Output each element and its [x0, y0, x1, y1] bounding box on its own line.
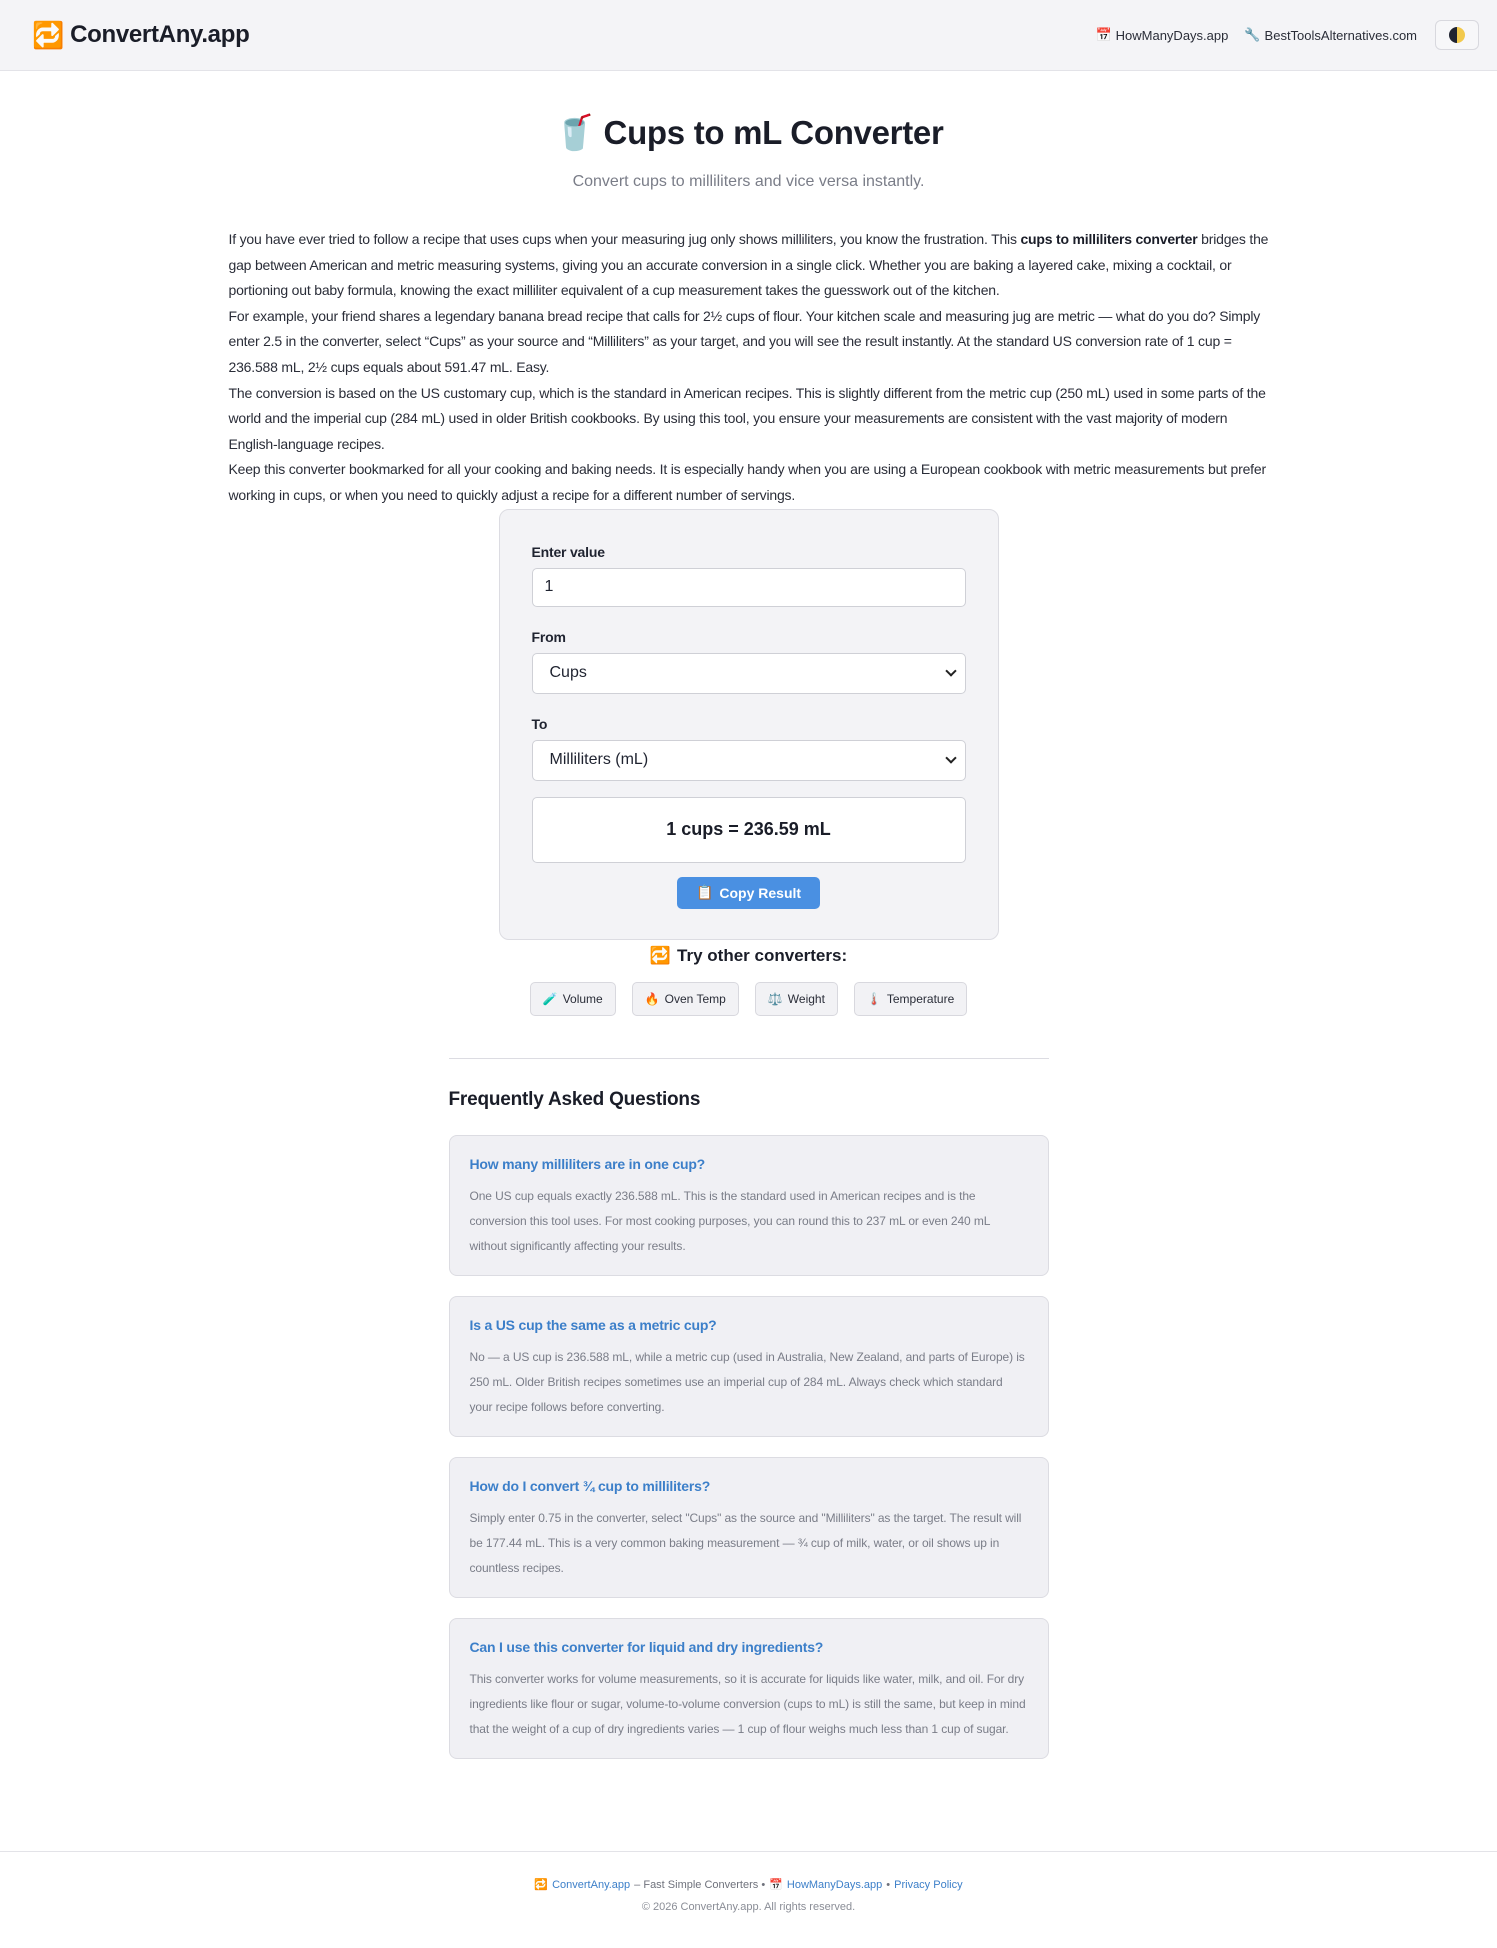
faq-answer: Simply enter 0.75 in the converter, select "Cups" as the source and "Milliliters" as the target. The result will be 177.44 mL. This is a very common baking measurement — ¾ cup of milk, water, or oil shows up in countless recipes. [469, 1510, 1022, 1575]
faq-question: How do I convert ¾ cup to milliliters? [469, 1477, 711, 1494]
result-display: 1 cups = 236.59 mL [532, 797, 966, 863]
footer-separator: • [886, 1878, 891, 1891]
brand-logo[interactable] [32, 20, 249, 51]
theme-toggle-button[interactable] [1435, 20, 1479, 50]
faq-question: How many milliliters are in one cup? [469, 1155, 706, 1172]
page-subtitle: Convert cups to milliliters and vice versa instantly. [572, 173, 925, 190]
faq-section [449, 1089, 1049, 1759]
header-link-howmanydays[interactable] [1095, 27, 1228, 43]
from-select[interactable] [532, 653, 966, 694]
chip-label: Weight [787, 991, 825, 1006]
fire-icon: 🔥 [644, 991, 660, 1006]
faq-answer: No — a US cup is 236.588 mL, while a metric cup (used in Australia, New Zealand, and parts of Europe) is 250 mL. Older British recipes sometimes use an imperial cup of 284 mL. Always check which standard your recipe follows before converting. [469, 1349, 1025, 1414]
footer-link-convertany[interactable]: ConvertAny.app [552, 1878, 631, 1891]
faq-item [449, 1457, 1049, 1598]
chip-label: Volume [562, 991, 603, 1006]
from-label: From [531, 628, 566, 645]
intro-paragraph-3: The conversion is based on the US customary cup, which is the standard in American recipes. This is slightly different from the metric cup (250 mL) used in some parts of the world and the imperial cup (284 mL) used in older British cookbooks. By using this tool, you ensure your measurements are consistent with the vast majority of modern English-language recipes. [228, 384, 1266, 452]
header-link-besttools[interactable] [1244, 27, 1417, 43]
repeat-icon: 🔁 [649, 945, 672, 965]
footer-tagline: – Fast Simple Converters • [634, 1878, 766, 1891]
value-input[interactable] [532, 568, 966, 607]
cup-with-straw-icon: 🥤 [553, 114, 596, 152]
faq-answer: One US cup equals exactly 236.588 mL. This is the standard used in American recipes and is the conversion this tool uses. For most cooking purposes, you can round this to 237 mL or even 240 mL without significantly affecting your results. [469, 1188, 990, 1253]
value-label: Enter value [531, 543, 605, 560]
page-title-text: Cups to mL Converter [603, 114, 944, 151]
value-field [532, 544, 966, 607]
intro-paragraph-1 [229, 227, 1269, 304]
faq-question: Is a US cup the same as a metric cup? [469, 1316, 717, 1333]
intro-p1-before: If you have ever tried to follow a recipe that uses cups when your measuring jug only shows milliliters, you know the frustration. This [228, 231, 1021, 247]
converter-link-temperature[interactable] [854, 982, 967, 1016]
repeat-icon: 🔁 [534, 1879, 549, 1891]
brand-name: ConvertAny.app [70, 21, 250, 48]
faq-question: Can I use this converter for liquid and dry ingredients? [469, 1638, 824, 1655]
chevron-down-icon [945, 752, 956, 763]
copy-wrap [532, 877, 966, 909]
site-header [0, 0, 1497, 71]
repeat-icon: 🔁 [32, 19, 65, 50]
to-select[interactable] [532, 740, 966, 781]
intro-p1-after: bridges the gap between American and metric measuring systems, giving you an accurate conversion in a single click. Whether you are baking a layered cake, mixing a cocktail, or portioning out baby formula, knowing the exact milliliter equivalent of a cup measurement takes the guesswork out of the kitchen. [228, 231, 1269, 299]
chip-label: Oven Temp [664, 991, 726, 1006]
other-converters-title [0, 946, 1497, 966]
faq-item [449, 1135, 1049, 1276]
header-link-label: HowManyDays.app [1115, 27, 1229, 43]
site-footer [0, 1851, 1497, 1948]
to-field [532, 716, 966, 781]
wrench-icon: 🔧 [1244, 27, 1261, 42]
calendar-icon: 📅 [1095, 27, 1112, 42]
header-nav [1095, 20, 1479, 50]
footer-link-privacy[interactable]: Privacy Policy [894, 1878, 963, 1891]
clipboard-icon: 📋 [695, 884, 714, 901]
footer-link-howmanydays[interactable]: HowManyDays.app [786, 1878, 883, 1891]
chip-label: Temperature [886, 991, 955, 1006]
half-moon-icon [1449, 27, 1465, 43]
footer-copyright: © 2026 ConvertAny.app. All rights reserved. [641, 1901, 856, 1913]
faq-title: Frequently Asked Questions [448, 1088, 701, 1110]
faq-answer: This converter works for volume measurements, so it is accurate for liquids like water, milk, and oil. For dry ingredients like flour or sugar, volume-to-volume conversion (cups to mL) is still the same, but keep in mind that the weight of a cup of dry ingredients varies — 1 cup of flour weighs much less than 1 cup of sugar. [469, 1671, 1026, 1736]
other-converters-title-text: Try other converters: [677, 945, 848, 965]
intro-p1-bold: cups to milliliters converter [1020, 231, 1198, 247]
intro-paragraph-4: Keep this converter bookmarked for all your cooking and baking needs. It is especially handy when you are using a European cookbook with metric measurements but prefer working in cups, or when you need to quickly adjust a recipe for a different number of servings. [228, 461, 1266, 503]
page-title [0, 113, 1497, 153]
faq-item [449, 1296, 1049, 1437]
intro-text [229, 227, 1269, 509]
hero [0, 113, 1497, 191]
faq-item [449, 1618, 1049, 1759]
converter-link-volume[interactable] [530, 982, 616, 1016]
scales-icon: ⚖️ [767, 991, 783, 1006]
chevron-down-icon [945, 665, 956, 676]
section-divider [449, 1058, 1049, 1059]
from-select-value: Cups [549, 664, 587, 682]
to-label: To [531, 715, 548, 732]
test-tube-icon: 🧪 [542, 991, 558, 1006]
to-select-value: Milliliters (mL) [549, 751, 649, 769]
copy-result-button[interactable] [677, 877, 820, 909]
intro-paragraph-2: For example, your friend shares a legendary banana bread recipe that calls for 2½ cups of flour. Your kitchen scale and measuring jug are metric — what do you do? Simply enter 2.5 in the converter, select “Cups” as your source and “Milliliters” as your target, and you will see the result instantly. At the standard US conversion rate of 1 cup = 236.588 mL, 2½ cups equals about 591.47 mL. Easy. [228, 307, 1261, 375]
other-converters-list [0, 982, 1497, 1016]
converter-link-weight[interactable] [755, 982, 838, 1016]
from-field [532, 629, 966, 694]
thermometer-icon: 🌡️ [866, 991, 882, 1006]
header-link-label: BestToolsAlternatives.com [1264, 27, 1417, 43]
converter-link-oven-temp[interactable] [632, 982, 739, 1016]
copy-result-label: Copy Result [719, 884, 802, 901]
calendar-icon: 📅 [769, 1879, 783, 1891]
footer-links [0, 1878, 1497, 1891]
converter-card [499, 509, 999, 940]
